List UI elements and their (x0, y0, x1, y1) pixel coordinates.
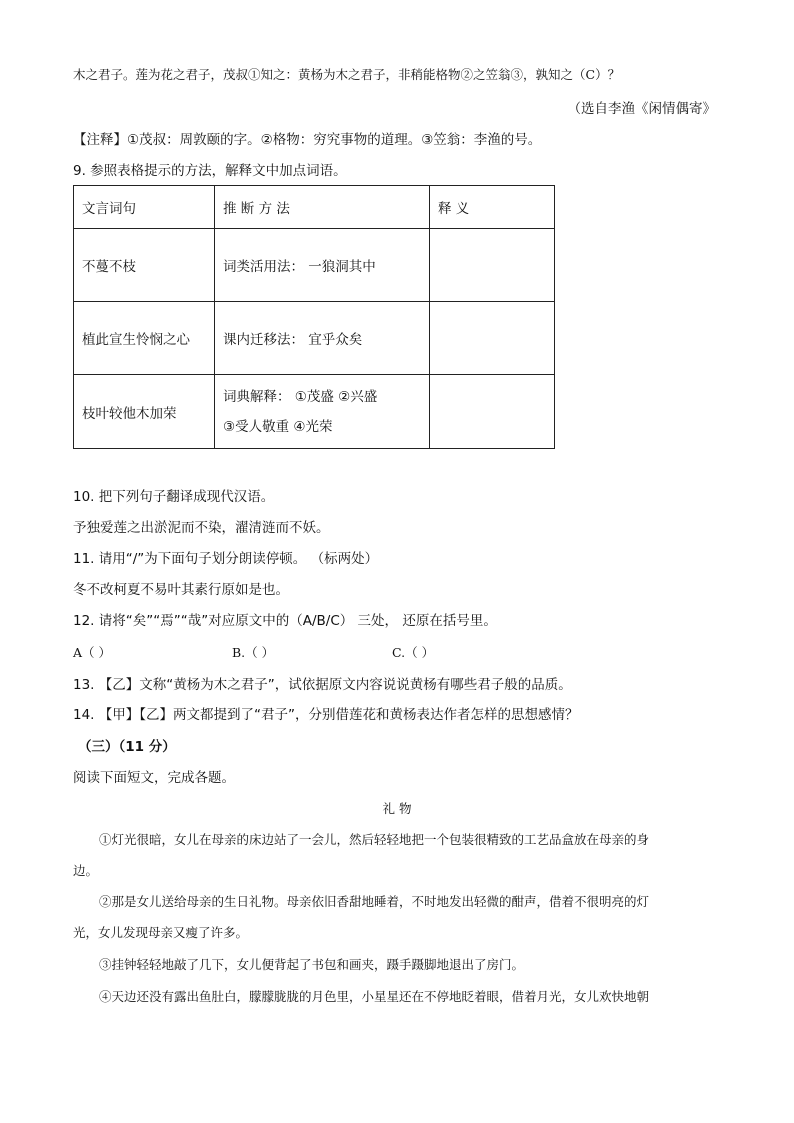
essay-paragraph-3: ③挂钟轻轻地敲了几下，女儿便背起了书包和画夹，蹑手蹑脚地退出了房门。 (99, 957, 525, 972)
question-9: 9. 参照表格提示的方法，解释文中加点词语。 (73, 163, 347, 179)
passage-line-1: 木之君子。莲为花之君子，茂叔①知之：黄杨为木之君子，非稍能格物②之笠翁③，孰知之（C）？ (73, 67, 621, 82)
table-cell-phrase: 不蔓不枝 (74, 229, 215, 302)
essay-paragraph-1-cont: 边。 (73, 863, 99, 878)
section-3-heading: （三）（11 分） (78, 739, 176, 755)
reading-instruction: 阅读下面短文，完成各题。 (73, 770, 235, 786)
annotation-notes: 【注释】①茂叔：周敦颐的字。②格物：穷究事物的道理。③笠翁：李渔的号。 (73, 132, 542, 148)
table-cell-phrase: 枝叶较他木加荣 (74, 375, 215, 449)
table-cell-method: 词类活用法： 一狼洞其中 (215, 229, 430, 302)
table-row (74, 375, 555, 449)
table-header-phrase: 文言词句 (74, 186, 215, 229)
question-10: 10. 把下列句子翻译成现代汉语。 (73, 489, 275, 505)
table-cell-answer[interactable] (430, 229, 555, 302)
essay-title: 礼 物 (382, 801, 412, 816)
question-14: 14. 【甲】【乙】两文都提到了“君子”，分别借莲花和黄杨表达作者怎样的思想感情？ (73, 707, 579, 723)
table-header-method: 推 断 方 法 (215, 186, 430, 229)
essay-paragraph-2-cont: 光，女儿发现母亲又瘦了许多。 (73, 925, 249, 940)
table-row (74, 302, 555, 375)
question-10-text: 予独爱莲之出淤泥而不染，濯清涟而不妖。 (73, 520, 330, 536)
question-11-text: 冬不改柯夏不易叶其素行原如是也。 (73, 582, 289, 598)
table-cell-method: 课内迁移法： 宜乎众矣 (215, 302, 430, 375)
table-header-row (74, 186, 555, 229)
essay-paragraph-4: ④天边还没有露出鱼肚白，朦朦胧胧的月色里，小星星还在不停地眨着眼，借着月光，女儿欢快地朝 (99, 989, 650, 1004)
method-line-1: 词典解释： ①茂盛 ②兴盛 (223, 388, 378, 405)
inference-table (73, 185, 555, 449)
table-row (74, 229, 555, 302)
question-12-blank-b[interactable]: B.（ ） (232, 645, 275, 660)
table-cell-answer[interactable] (430, 375, 555, 449)
question-12-blank-c[interactable]: C.（ ） (392, 645, 435, 660)
essay-paragraph-1: ①灯光很暗，女儿在母亲的床边站了一会儿，然后轻轻地把一个包装很精致的工艺品盒放在母亲的身 (99, 832, 650, 847)
question-12: 12. 请将“矣”“焉”“哉”对应原文中的（A/B/C） 三处， 还原在括号里。 (73, 613, 497, 629)
question-13: 13. 【乙】文称“黄杨为木之君子”，试依据原文内容说说黄杨有哪些君子般的品质。 (73, 677, 572, 693)
table-cell-answer[interactable] (430, 302, 555, 375)
table-header-meaning: 释 义 (430, 186, 555, 229)
question-12-blank-a[interactable]: A（ ） (73, 645, 112, 660)
essay-paragraph-2: ②那是女儿送给母亲的生日礼物。母亲依旧香甜地睡着，不时地发出轻微的酣声，借着不很明亮的灯 (99, 894, 650, 909)
table-cell-method (215, 375, 430, 449)
source-citation: （选自李渔《闲情偶寄》 (567, 101, 716, 117)
method-line-2: ③受人敬重 ④光荣 (223, 418, 333, 435)
table-cell-phrase: 植此宣生怜悯之心 (74, 302, 215, 375)
question-11: 11. 请用“/”为下面句子划分朗读停顿。 （标两处） (73, 551, 379, 567)
